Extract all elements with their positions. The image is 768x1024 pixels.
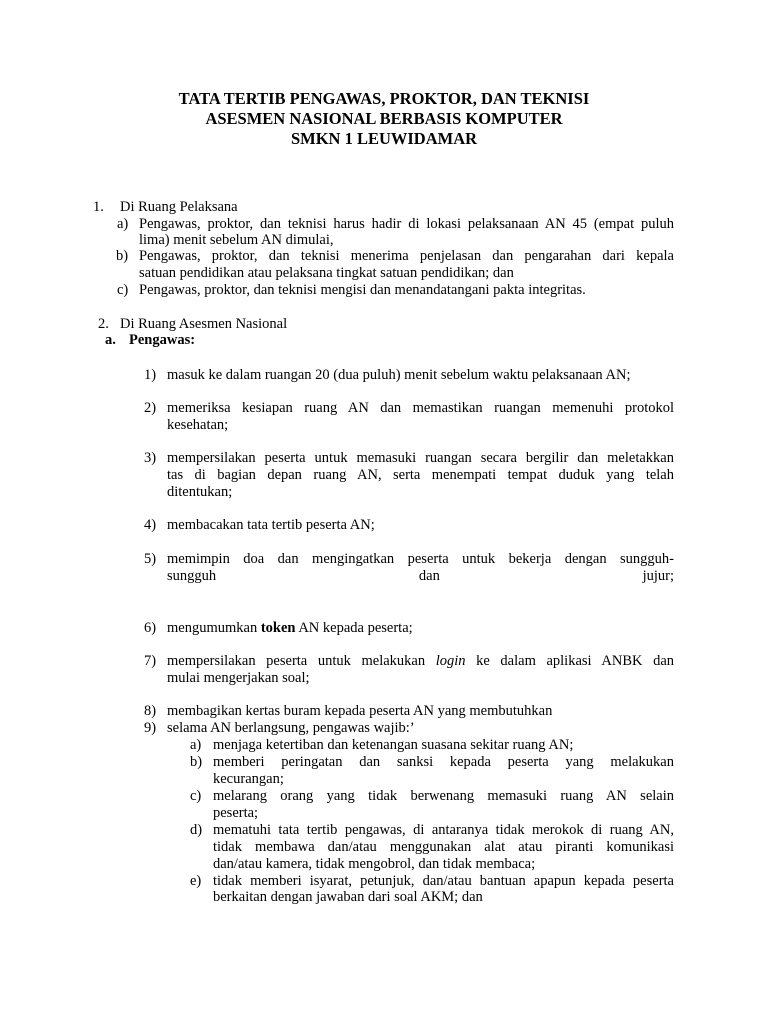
subsection-heading: Pengawas: (129, 332, 196, 348)
list-item-text: kesehatan; (167, 417, 229, 433)
list-item-text: membacakan tata tertib peserta AN; (167, 517, 375, 533)
list-marker: 2) (144, 400, 157, 416)
list-item-text: ditentukan; (167, 484, 233, 500)
list-item-text: Pengawas, proktor, dan teknisi mengisi dan menandatangani pakta integritas. (139, 282, 586, 298)
list-marker: 8) (144, 703, 157, 719)
list-marker: 3) (144, 450, 157, 466)
list-item-text: Pengawas, proktor, dan teknisi menerima penjelasan dan pengarahan dari kepala (139, 248, 674, 264)
list-item-text: masuk ke dalam ruangan 20 (dua puluh) menit sebelum waktu pelaksanaan AN; (167, 367, 631, 383)
list-item-text: membagikan kertas buram kepada peserta AN yang membutuhkan (167, 703, 553, 719)
section-2-heading: Di Ruang Asesmen Nasional (120, 316, 288, 332)
list-item-text: memberi peringatan dan sanksi kepada peserta yang melakukan (213, 754, 674, 770)
list-item-text: satuan pendidikan atau pelaksana tingkat satuan pendidikan; dan (139, 265, 514, 281)
list-item-text: tidak memberi isyarat, petunjuk, dan/atau bantuan apapun kepada peserta (213, 873, 674, 889)
list-item-text: mematuhi tata tertib pengawas, di antaranya tidak merokok di ruang AN, (213, 822, 674, 838)
section-2-number: 2. (98, 316, 109, 332)
list-marker: c) (117, 282, 129, 298)
list-item-text: Pengawas, proktor, dan teknisi harus hadir di lokasi pelaksanaan AN 45 (empat puluh (139, 216, 674, 232)
list-item-text: mempersilakan peserta untuk memasuki ruangan secara bergilir dan meletakkan (167, 450, 674, 466)
list-marker: 4) (144, 517, 157, 533)
text-run: AN kepada peserta; (295, 620, 413, 636)
list-item-text: selama AN berlangsung, pengawas wajib:’ (167, 720, 415, 736)
list-marker: d) (190, 822, 203, 838)
login-keyword: login (435, 653, 466, 669)
doc-title-line-1: TATA TERTIB PENGAWAS, PROKTOR, DAN TEKNISI (178, 89, 590, 108)
list-item-text: peserta; (213, 805, 259, 821)
section-1-heading: Di Ruang Pelaksana (120, 199, 238, 215)
list-item-text: tidak membawa dan/atau menggunakan alat atau piranti komunikasi (213, 839, 674, 855)
list-marker: 9) (144, 720, 157, 736)
list-marker: b) (190, 754, 203, 770)
list-item-text (167, 620, 413, 637)
list-marker: 6) (144, 620, 157, 636)
doc-title-line-2: ASESMEN NASIONAL BERBASIS KOMPUTER (205, 109, 563, 128)
list-item-text: berkaitan dengan jawaban dari soal AKM; dan (213, 889, 483, 905)
list-item-text: memeriksa kesiapan ruang AN dan memastikan ruangan memenuhi protokol (167, 400, 674, 416)
list-marker: a) (190, 737, 202, 753)
list-item-text: mulai mengerjakan soal; (167, 670, 310, 686)
text-run: mengumumkan (167, 620, 261, 636)
list-marker: b) (116, 248, 129, 264)
list-marker: e) (190, 873, 202, 889)
list-marker: 7) (144, 653, 157, 669)
list-item-text: sungguh dan jujur; (167, 568, 674, 584)
list-marker: 5) (144, 551, 157, 567)
token-keyword: token (260, 620, 296, 636)
list-marker: a) (117, 216, 129, 232)
text-run: ke dalam aplikasi ANBK dan (465, 653, 675, 669)
list-item-text: memimpin doa dan mengingatkan peserta untuk bekerja dengan sungguh- (167, 551, 674, 567)
list-marker: 1) (144, 367, 157, 383)
list-item-text: kecurangan; (213, 771, 284, 787)
subsection-marker: a. (105, 332, 116, 348)
list-item-text: menjaga ketertiban dan ketenangan suasana sekitar ruang AN; (213, 737, 574, 753)
list-item-text: melarang orang yang tidak berwenang memasuki ruang AN selain (213, 788, 674, 804)
list-item-text: tas di bagian depan ruang AN, serta menempati tempat duduk yang telah (167, 467, 674, 483)
list-item-text (167, 653, 674, 670)
section-1-number: 1. (93, 199, 104, 215)
list-item-text: dan/atau kamera, tidak mengobrol, dan tidak membaca; (213, 856, 536, 872)
list-marker: c) (190, 788, 202, 804)
text-run: mempersilakan peserta untuk melakukan (167, 653, 436, 669)
list-item-text: lima) menit sebelum AN dimulai, (139, 232, 334, 248)
doc-title-line-3: SMKN 1 LEUWIDAMAR (290, 129, 478, 148)
